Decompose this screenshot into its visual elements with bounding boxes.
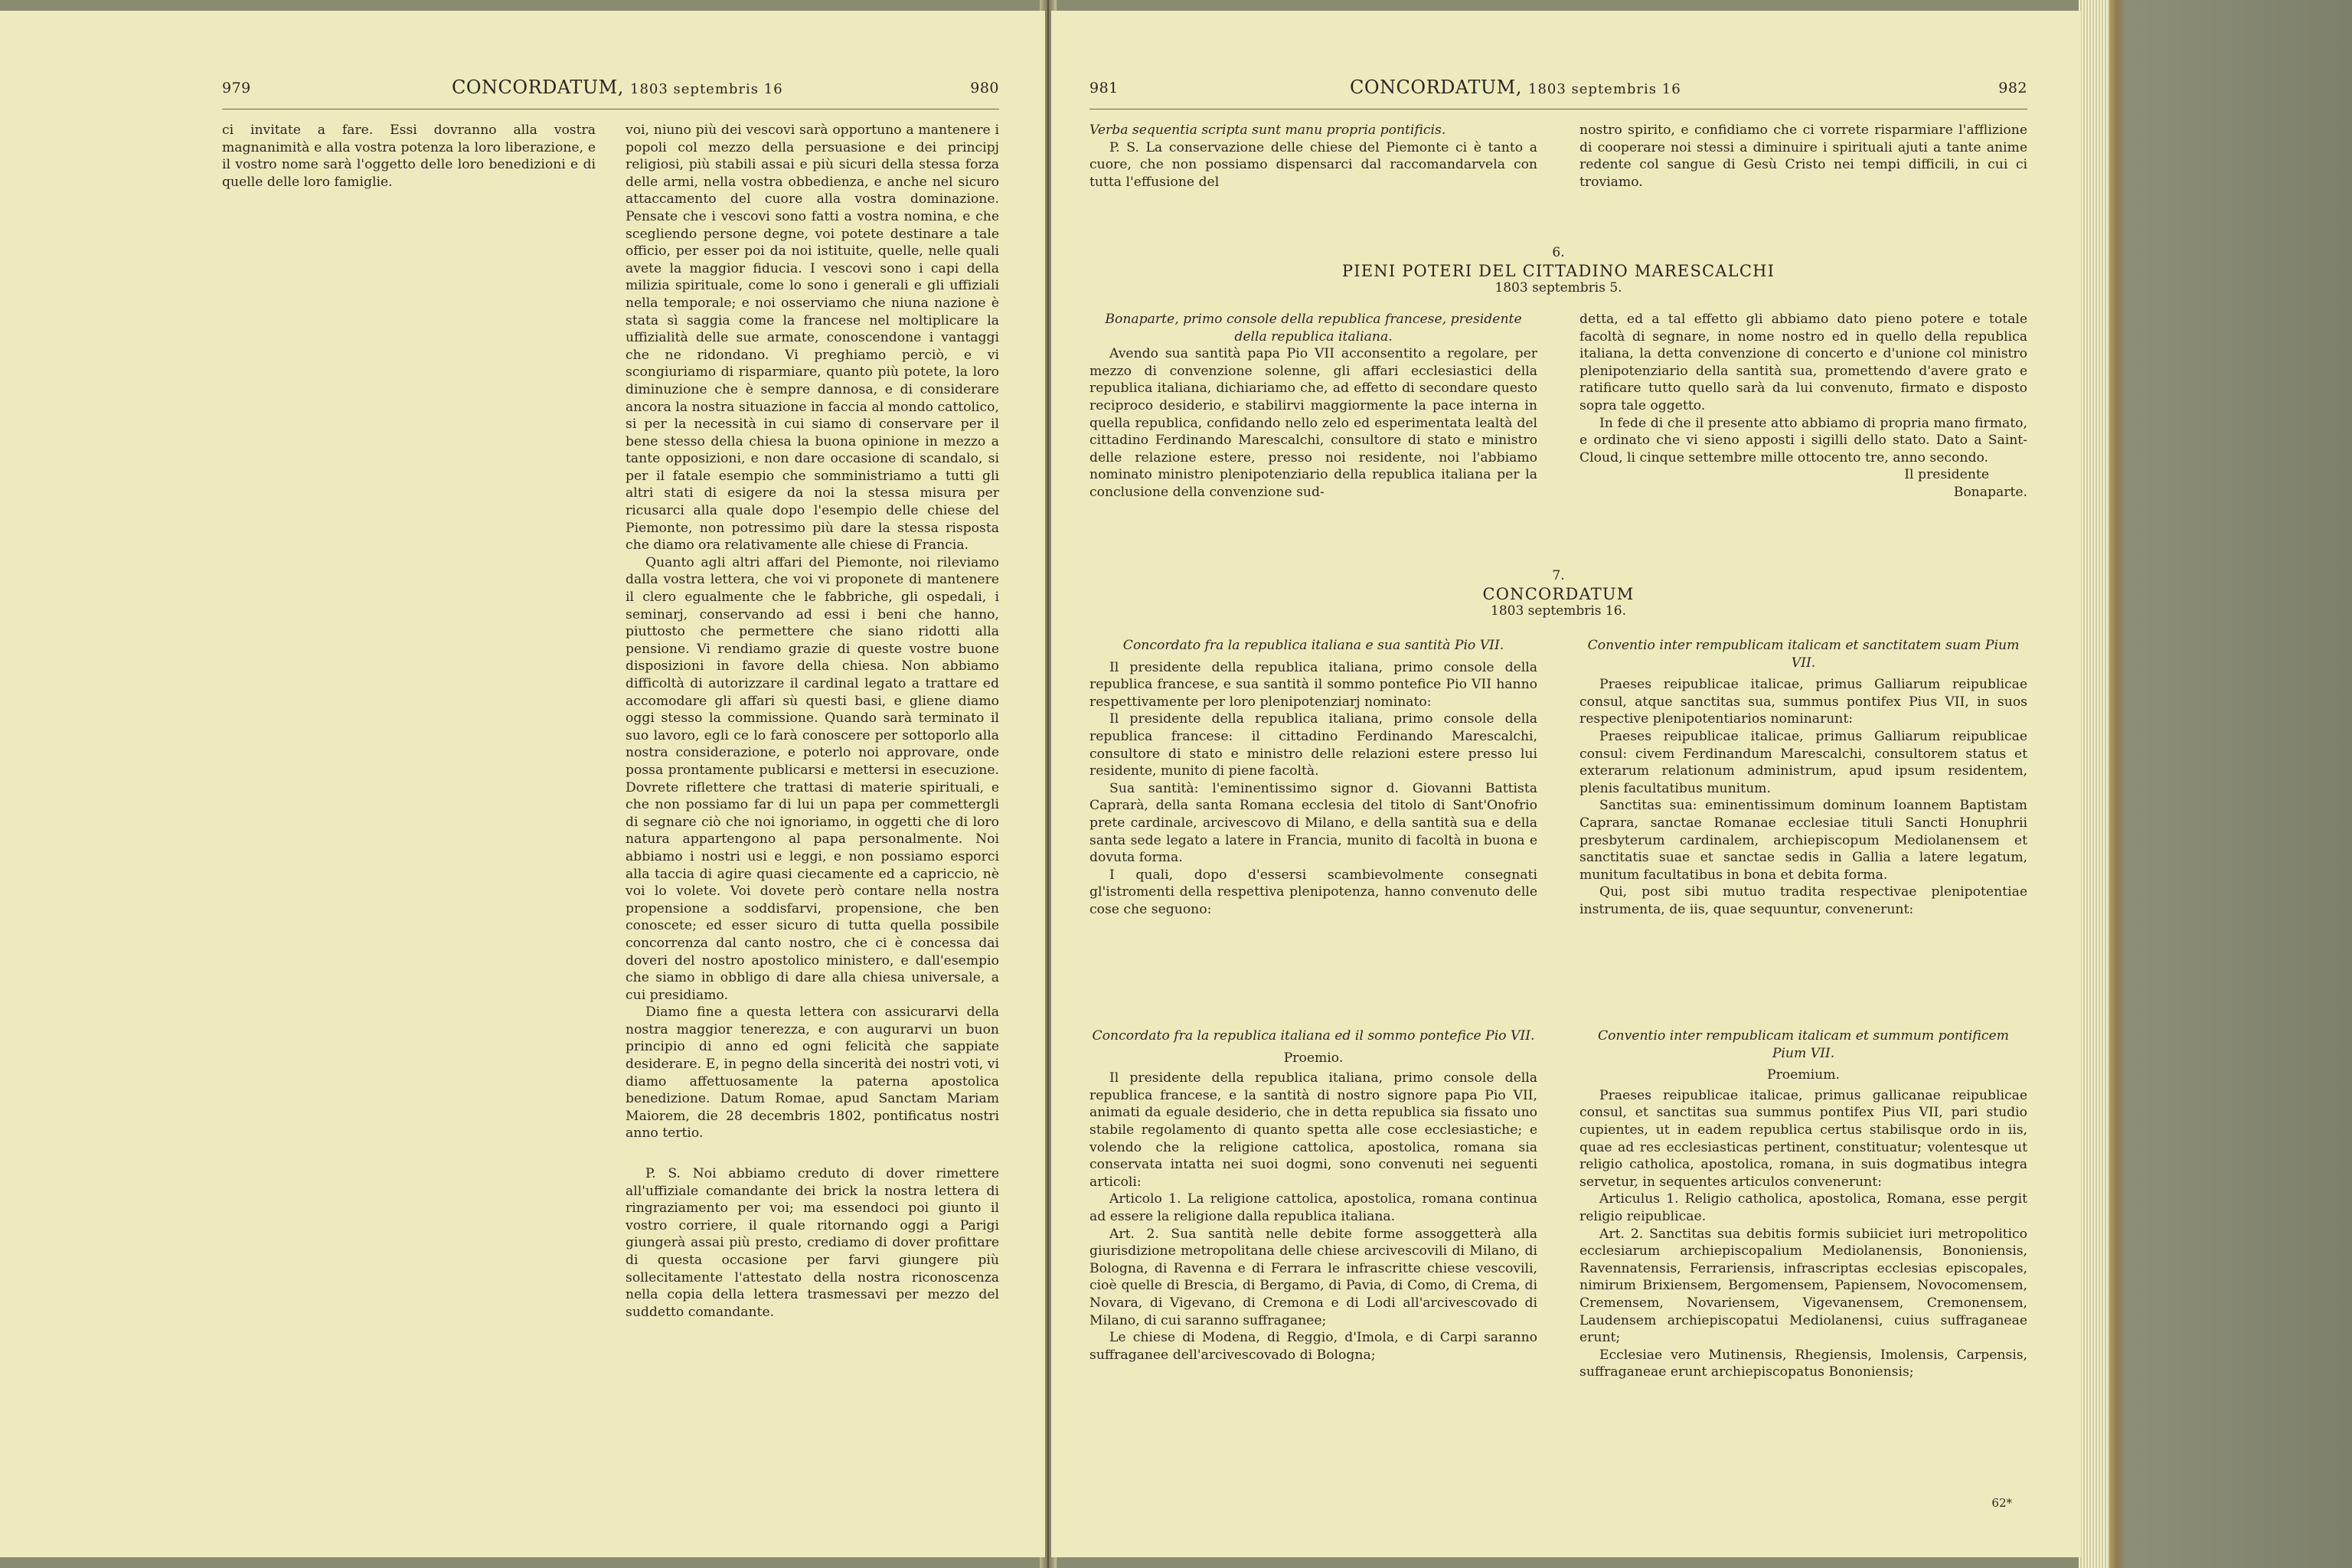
section-number: 6.: [1552, 245, 1565, 260]
paragraph: Ecclesiae vero Mutinensis, Rhegiensis, Imolensis, Carpensis, suffraganeae erunt archiepiscopatus Bononiensis;: [1579, 1347, 2027, 1380]
s7b-col-2: [1579, 1027, 2027, 1381]
article-1: Articulus 1. Religio catholica, apostolica, Romana, esse pergit religio reipublicae.: [1579, 1191, 2027, 1224]
paragraph: Bonaparte, primo console della republica francese, presidente della republica italiana.: [1105, 312, 1522, 345]
section-date: 1803 septembris 16.: [1491, 603, 1626, 619]
s6-col-1: [1089, 311, 1537, 501]
left-col-2: [626, 122, 999, 1523]
column-heading: Conventio inter rempublicam italicam et sanctitatem suam Pium VII.: [1587, 638, 2020, 671]
top-columns: [1089, 122, 2027, 237]
page-number-980: 980: [970, 80, 999, 96]
page-number-982: 982: [1998, 80, 2027, 96]
section-date: 1803 septembris 5.: [1494, 280, 1622, 296]
paragraph: voi, niuno più dei vescovi sarà opportuno a mantenere i popoli col mezzo della persuasione e dei principj religiosi, più stabili assai e più sicuri della stessa forza delle armi, nella vostra obbedienza, e anche nel sicuro attaccamento del cuore alla vostra dominazione. Pensate che i vescovi sono fatti a vostra nomina, e che scegliendo persone degne, voi potete destinare a tale officio, per esser poi da noi istituite, quelle, nelle quali avete la maggior fiducia. I vescovi sono i capi della milizia spirituale, come lo sono i generali e gli uffiziali nella temporale; e noi osserviamo che niuna nazione è stata sì saggia come la francese nel moltiplicare la uffizialità delle sue armate, conoscendone i vantaggi che ne ridondano. Vi preghiamo perciò, e vi scongiuriamo di risparmiare, quanto più potete, la loro diminuzione che è sempre dannosa, e di considerare ancora la nostra situazione in faccia al mondo cattolico, si per la necessità in cui siamo di conservare per il bene stesso della chiesa la buona opinione in mezzo a tante opposizioni, e non dare occasione di scandalo, si per il fatale esempio che somministriamo a tutti gli altri stati di esigere da noi la stessa misura per ricusarci alla quale dopo l'esempio delle chiese del Piemonte, non potressimo più dare la stessa risposta che diamo ora relativamente alle chiese di Francia.: [626, 122, 999, 554]
paragraph: Diamo fine a questa lettera con assicurarvi della nostra maggior tenerezza, e con augurarvi un buon principio di anno ed ogni felicità che sappiate desiderare. E, in pegno della sincerità dei nostri voti, vi diamo affettuosamente la paterna apostolica benedizione. Datum Romae, apud Sanctam Mariam Maiorem, die 28 decembris 1802, pontificatus nostri anno tertio.: [626, 1004, 999, 1142]
paragraph: Sua santità: l'eminentissimo signor d. Giovanni Battista Caprarà, della santa Romana ecclesia del titolo di Sant'Onofrio prete cardinale, arcivescovo di Milano, e della santità sua e della santa sede legato a latere in Francia, munito di facoltà in buona e dovuta forma.: [1089, 780, 1537, 866]
paragraph: Avendo sua santità papa Pio VII acconsentito a regolare, per mezzo di convenzione solenne, gli affari ecclesiastici della republica italiana, dichiariamo che, ad effetto di secondare questo reciproco desiderio, e stabilirvi maggiormente la pace interna in quella republica, confidando nello zelo ed esperimentata lealtà del cittadino Ferdinando Marescalchi, consultore di stato e ministro delle relazione estere, presso noi residente, noi l'abbiamo nominato ministro plenipotenziario della republica italiana per la conclusione della convenzione sud-: [1089, 346, 1537, 500]
s7-col-1: [1089, 637, 1537, 919]
paragraph: Qui, post sibi mutuo tradita respectivae plenipotentiae instrumenta, de iis, quae sequuntur, convenerunt:: [1579, 884, 2027, 917]
paragraph: Quanto agli altri affari del Piemonte, noi rileviamo dalla vostra lettera, che voi vi proponete di mantenere il clero egualmente che le fabbriche, gli ospedali, i seminarj, conservando ad essi i beni che hanno, piuttosto che permettere che siano ridotti alla pensione. Vi rendiamo grazie di queste vostre buone disposizioni in favore della chiesa. Non abbiamo difficoltà di autorizzare il cardinal legato a trattare ed accomodare gli affari sù questi basi, e gliene diamo oggi stesso la commissione. Quando sarà terminato il suo lavoro, egli ce lo farà conoscere per sottoporlo alla nostra considerazione, e poterlo noi approvare, onde possa prontamente publicarsi e mettersi in esecuzione. Dovrete riflettere che trattasi di materie spirituali, e che non possiamo far di lui un papa per commettergli di segnare ciò che noi ignoriamo, in oggetti che di loro natura appartengono al papa personalmente. Noi abbiamo i nostri usi e leggi, e non possiamo esporci alla taccia di agire quasi ciecamente ed a capriccio, nè voi lo volete. Voi dovete però contare nella nostra propensione a soddisfarvi, propensione, che ben conoscete; ed esser sicuro di tutta quella possibile concorrenza dal canto nostro, che ci è concessa dai doveri del nostro apostolico ministero, e dall'esempio che siamo in obbligo di dare alla chiesa universale, a cui presidiamo.: [626, 554, 999, 1003]
column-heading: Conventio inter rempublicam italicam et summum pontificem Pium VII.: [1598, 1028, 2009, 1061]
left-page-columns: [222, 122, 999, 1523]
article-1: Articolo 1. La religione cattolica, apostolica, romana continua ad essere la religione dalla republica italiana.: [1089, 1191, 1537, 1224]
postscript: P. S. Noi abbiamo creduto di dover rimettere all'uffiziale comandante dei brick la nostra lettera di ringraziamento per voi; ma essendoci poi giunto il vostro corriere, il quale ritornando oggi a Parigi giungerà assai più presto, crediamo di dover profittare di questa occasione per farvi giungere più sollecitamente l'attestato della nostra riconoscenza nella copia della lettera trasmessavi per mezzo del suddetto comandante.: [626, 1166, 999, 1320]
section-6-columns: [1089, 311, 2027, 501]
top-col-2: [1579, 122, 2027, 237]
right-page-header: [1089, 74, 2027, 104]
paragraph: detta, ed a tal effetto gli abbiamo dato pieno potere e totale facoltà di segnare, in nome nostro ed in quello della republica italiana, la detta convenzione di concerto e d'unione col ministro plenipotenziario della santità sua, promettendo d'avere grato e ratificare tutto quello sarà da lui convenuto, firmato e disposto sopra tale oggetto.: [1579, 312, 2027, 413]
section-7-columns: [1089, 637, 2027, 919]
proemium-heading: Proemium.: [1767, 1067, 1840, 1083]
top-col-1: [1089, 122, 1537, 237]
page-number-981: 981: [1089, 80, 1119, 96]
paragraph: Praeses reipublicae italicae, primus Galliarum reipublicae consul, atque sanctitas sua, summus pontifex Pius VII, in suos respective plenipotentiarios nominarunt:: [1579, 677, 2027, 727]
paragraph: P. S. La conservazione delle chiese del Piemonte ci è tanto a cuore, che non possiamo dispensarci dal raccomandarvela con tutta l'effusione del: [1089, 139, 1537, 190]
section-number: 7.: [1552, 568, 1565, 583]
running-date: 1803 septembris 16: [1528, 81, 1681, 97]
page-edges: [2079, 0, 2109, 1568]
signature-title: Il presidente: [1904, 467, 1989, 483]
article-2: Art. 2. Sanctitas sua debitis formis subiiciet iuri metropolitico ecclesiarum archiepiscopalium Mediolanensis, Bononiensis, Ravennatensis, Ferrariensis, infrascriptas ecclesias episcopales, nimirum Brixiensem, Bergomensem, Papiensem, Novocomensem, Cremensem, Novariensem, Vigevanensem, Cremonensem, Laudensem archiepiscopatui Mediolanensi, cuius suffraganeae erunt;: [1579, 1226, 2027, 1346]
section-7b-columns: [1089, 1027, 2027, 1381]
paragraph: Praeses reipublicae italicae, primus gallicanae reipublicae consul, et sanctitas sua summus pontifex Pius VII, pari studio cupientes, ut in eadem republica certus stabilisque ordo in iis, quae ad res ecclesiasticas pertinent, constituatur; volentesque ut religio catholica, apostolica, romana, in suis dogmatibus integra servetur, in sequentes articulos convenerunt:: [1579, 1087, 2027, 1190]
paragraph: In fede di che il presente atto abbiamo di propria mano firmato, e ordinato che vi sieno apposti i sigilli dello stato. Dato a Saint-Cloud, li cinque settembre mille ottocento tre, anno secondo.: [1579, 415, 2027, 466]
paragraph: Praeses reipublicae italicae, primus Galliarum reipublicae consul: civem Ferdinandum Marescalchi, consultorem status et exterarum relationum administrum, apud ipsum residentem, plenis facultatibus munitum.: [1579, 728, 2027, 796]
column-heading: Concordato fra la republica italiana e sua santità Pio VII.: [1122, 638, 1504, 653]
article-2: Art. 2. Sua santità nelle debite forme assoggetterà alla giurisdizione metropolitana delle chiese arcivescovili di Milano, di Bologna, di Ravenna e di Ferrara le infrascritte chiese vescovili, cioè quelle di Brescia, di Bergamo, di Pavia, di Como, di Crema, di Novara, di Vigevano, di Cremona e di Lodi all'arcivescovado di Milano, di cui saranno suffraganee;: [1089, 1226, 1537, 1328]
running-title: [1350, 77, 1681, 98]
running-title-text: CONCORDATUM,: [452, 77, 624, 98]
left-col-1: [222, 122, 596, 1523]
paragraph: Le chiese di Modena, di Reggio, d'Imola, e di Carpi saranno suffraganee dell'arcivescovado di Bologna;: [1089, 1330, 1537, 1363]
running-title-text: CONCORDATUM,: [1350, 77, 1522, 98]
section-title: PIENI POTERI DEL CITTADINO MARESCALCHI: [1341, 262, 1775, 280]
running-title: [452, 77, 783, 98]
page-number-979: 979: [222, 80, 251, 96]
section-title: CONCORDATUM: [1482, 585, 1635, 603]
paragraph: nostro spirito, e confidiamo che ci vorrete risparmiare l'afflizione di cooperare noi stessi a diminuire i spirituali ajuti a tante anime redente col sangue di Gesù Cristo nei tempi difficili, in cui ci troviamo.: [1579, 122, 2027, 190]
s7b-col-1: [1089, 1027, 1537, 1381]
paragraph: Sanctitas sua: eminentissimum dominum Ioannem Baptistam Caprara, sanctae Romanae ecclesiae tituli Sancti Honuphrii presbyterum cardinalem, archiepiscopum Mediolanensem et sanctitatis suae et sanctae sedis in Gallia a latere legatum, munitum facultatibus in bona et debita forma.: [1579, 798, 2027, 883]
paragraph: Il presidente della republica italiana, primo console della republica francese, e la santità di nostro signore papa Pio VII, animati da eguale desiderio, che in detta republica sia fissato uno stabile regolamento di quanto spetta alle cose ecclesiastiche; e volendo che la religione cattolica, apostolica, romana sia conservata intatta nei suoi dogmi, sono convenuti nei seguenti articoli:: [1089, 1070, 1537, 1190]
signature: Bonaparte.: [1953, 484, 2027, 500]
paragraph: ci invitate a fare. Essi dovranno alla vostra magnanimità e alla vostra potenza la loro liberazione, e il vostro nome sarà l'oggetto delle loro benedizioni e di quelle delle loro famiglie.: [222, 122, 596, 190]
paragraph: Verba sequentia scripta sunt manu propria pontificis.: [1089, 122, 1446, 138]
section-6-heading: [1089, 245, 2027, 296]
paragraph: I quali, dopo d'essersi scambievolmente consegnati gl'istromenti della respettiva plenipotenza, hanno convenuto delle cose che seguono:: [1089, 867, 1537, 917]
left-page-header: [222, 74, 999, 104]
s6-col-2: [1579, 311, 2027, 501]
signature-mark: 62*: [1991, 1496, 2012, 1510]
book-cover: [2109, 0, 2352, 1568]
running-date: 1803 septembris 16: [630, 81, 783, 97]
proemio-heading: Proemio.: [1283, 1050, 1344, 1066]
s7-col-2: [1579, 637, 2027, 919]
left-page: [0, 11, 1045, 1557]
paragraph: Il presidente della republica italiana, primo console della republica francese, e sua santità il sommo pontefice Pio VII hanno respettivamente per loro plenipotenziarj nominato:: [1089, 659, 1537, 710]
right-page: [1051, 11, 2081, 1557]
paragraph: Il presidente della republica italiana, primo console della republica francese: il cittadino Ferdinando Marescalchi, consultore di stato e ministro delle relazioni estere presso lui residente, munito di piene facoltà.: [1089, 711, 1537, 779]
section-7-heading: [1089, 568, 2027, 619]
column-heading: Concordato fra la republica italiana ed il sommo pontefice Pio VII.: [1092, 1028, 1535, 1044]
